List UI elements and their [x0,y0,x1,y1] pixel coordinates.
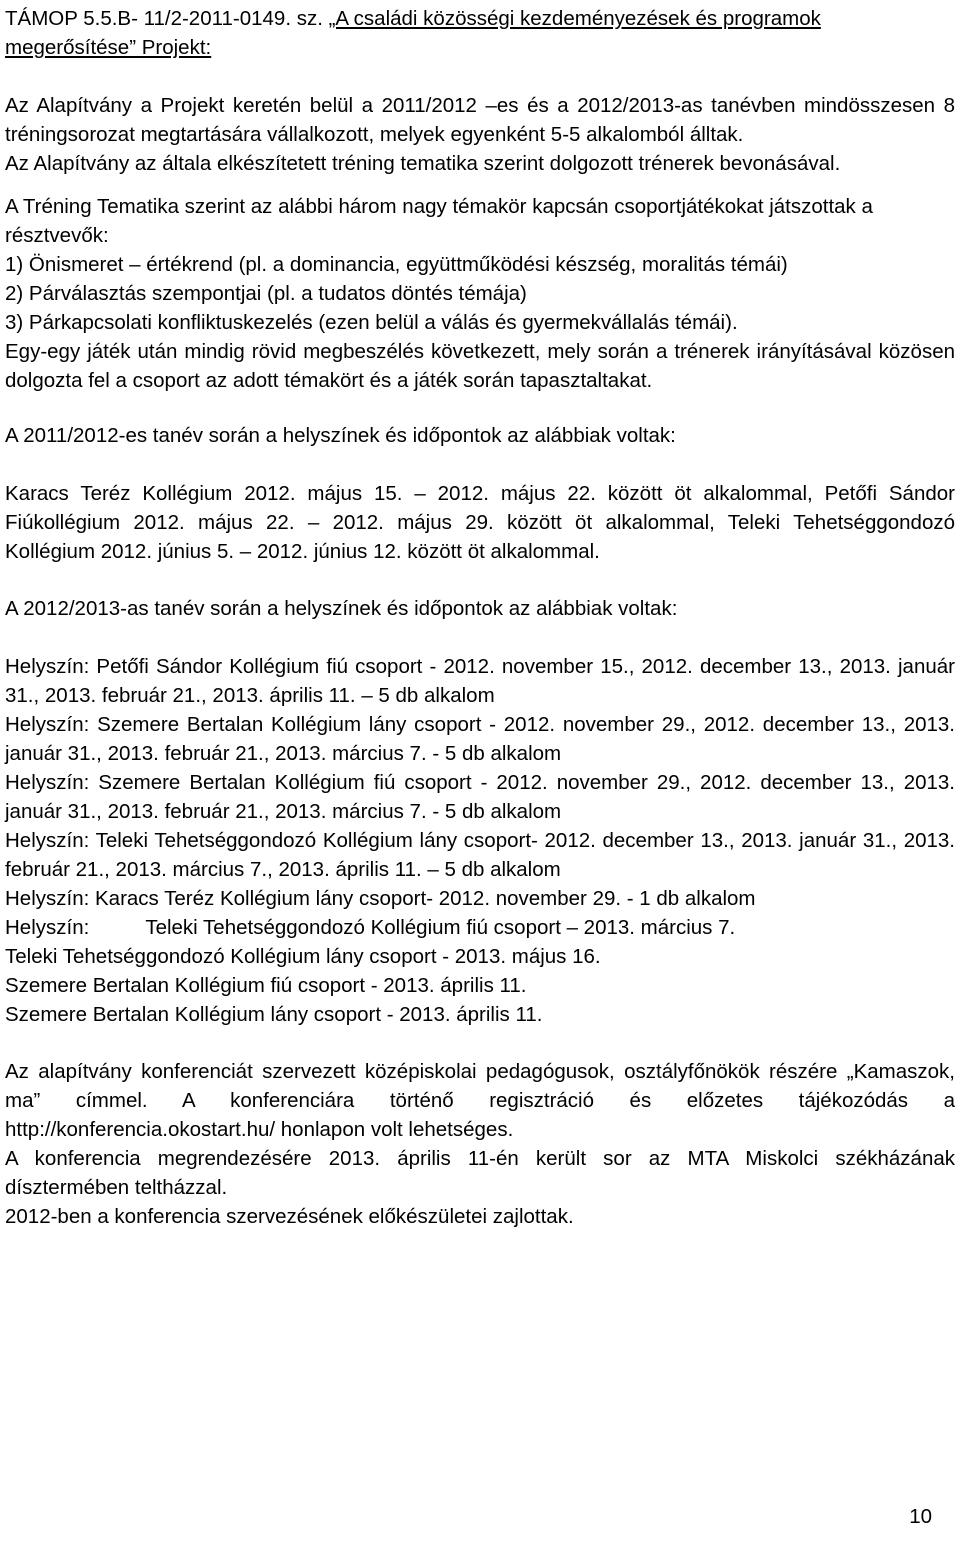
list-item: Helyszín: Szemere Bertalan Kollégium lány csoport - 2012. november 29., 2012. december 13., 2013. január 31., 2013. február 21., 2013. március 7. - 5 db alkalom [5,713,955,765]
year2-heading: A 2012/2013-as tanév során a helyszínek és időpontok az alábbiak voltak: [5,597,678,620]
year2-location-list [5,652,955,1029]
list-item: Helyszín: Szemere Bertalan Kollégium fiú csoport - 2012. november 29., 2012. december 13., 2013. január 31., 2013. február 21., 2013. március 7. - 5 db alkalom [5,771,955,823]
conference-paragraph-1: Az alapítvány konferenciát szervezett középiskolai pedagógusok, osztályfőnökök részére „Kamaszok, ma” címmel. A konferenciára történő regisztráció és előzetes tájékozódás a http://konferencia.okostart.hu/ honlapon volt lehetséges. [5,1060,955,1141]
list-item: Helyszín: Karacs Teréz Kollégium lány csoport- 2012. november 29. - 1 db alkalom [5,887,756,910]
document-header [5,4,955,62]
list-item: Helyszín: Teleki Tehetséggondozó Kollégium lány csoport- 2012. december 13., 2013. január 31., 2013. február 21., 2013. március 7., 2013. április 11. – 5 db alkalom [5,829,955,881]
tematika-lead: A Tréning Tematika szerint az alábbi három nagy témakör kapcsán csoportjátékokat játszottak a résztvevők: [5,195,873,247]
project-code: TÁMOP 5.5.B- 11/2-2011-0149. sz. [5,7,329,30]
location-text: Teleki Tehetséggondozó Kollégium fiú csoport – 2013. március 7. [145,916,736,939]
document-page [5,4,955,1231]
location-label: Helyszín: [5,916,90,939]
page-number: 10 [909,1505,932,1528]
project-title: „A családi közösségi kezdeményezések és programok megerősítése” Projekt: [5,7,821,59]
list-item: Teleki Tehetséggondozó Kollégium lány csoport - 2013. május 16. [5,945,601,968]
tematika-followup: Egy-egy játék után mindig rövid megbeszélés következett, mely során a trénerek irányításával közösen dolgozta fel a csoport az adott témakört és a játék során tapasztaltakat. [5,340,955,392]
conference-paragraph-3: 2012-ben a konferencia szervezésének előkészületei zajlottak. [5,1205,574,1228]
year1-heading: A 2011/2012-es tanév során a helyszínek és időpontok az alábbiak voltak: [5,424,676,447]
list-item [5,913,955,942]
list-item: Helyszín: Petőfi Sándor Kollégium fiú csoport - 2012. november 15., 2012. december 13., 2013. január 31., 2013. február 21., 2013. április 11. – 5 db alkalom [5,655,955,707]
year1-locations: Karacs Teréz Kollégium 2012. május 15. – 2012. május 22. között öt alkalommal, Petőfi Sándor Fiúkollégium 2012. május 22. – 2012. május 29. között öt alkalommal, Teleki Tehetséggondozó Kollégium 2012. június 5. – 2012. június 12. között öt alkalommal. [5,482,955,563]
list-item: Szemere Bertalan Kollégium lány csoport - 2013. április 11. [5,1003,543,1026]
list-item: Szemere Bertalan Kollégium fiú csoport - 2013. április 11. [5,974,527,997]
tematika-item-1: 1) Önismeret – értékrend (pl. a dominancia, együttműködési készség, moralitás témái) [5,253,788,276]
conference-paragraph-2: A konferencia megrendezésére 2013. április 11-én került sor az MTA Miskolci székházának dísztermében teltházzal. [5,1147,955,1199]
tematika-item-2: 2) Párválasztás szempontjai (pl. a tudatos döntés témája) [5,282,527,305]
tematika-item-3: 3) Párkapcsolati konfliktuskezelés (ezen belül a válás és gyermekvállalás témái). [5,311,738,334]
intro-paragraph-2: Az Alapítvány az általa elkészítetett tréning tematika szerint dolgozott trénerek bevonásával. [5,152,841,175]
intro-paragraph-1: Az Alapítvány a Projekt keretén belül a 2011/2012 –es és a 2012/2013-as tanévben mindösszesen 8 tréningsorozat megtartására vállalkozott, melyek egyenként 5-5 alkalomból álltak. [5,94,955,146]
